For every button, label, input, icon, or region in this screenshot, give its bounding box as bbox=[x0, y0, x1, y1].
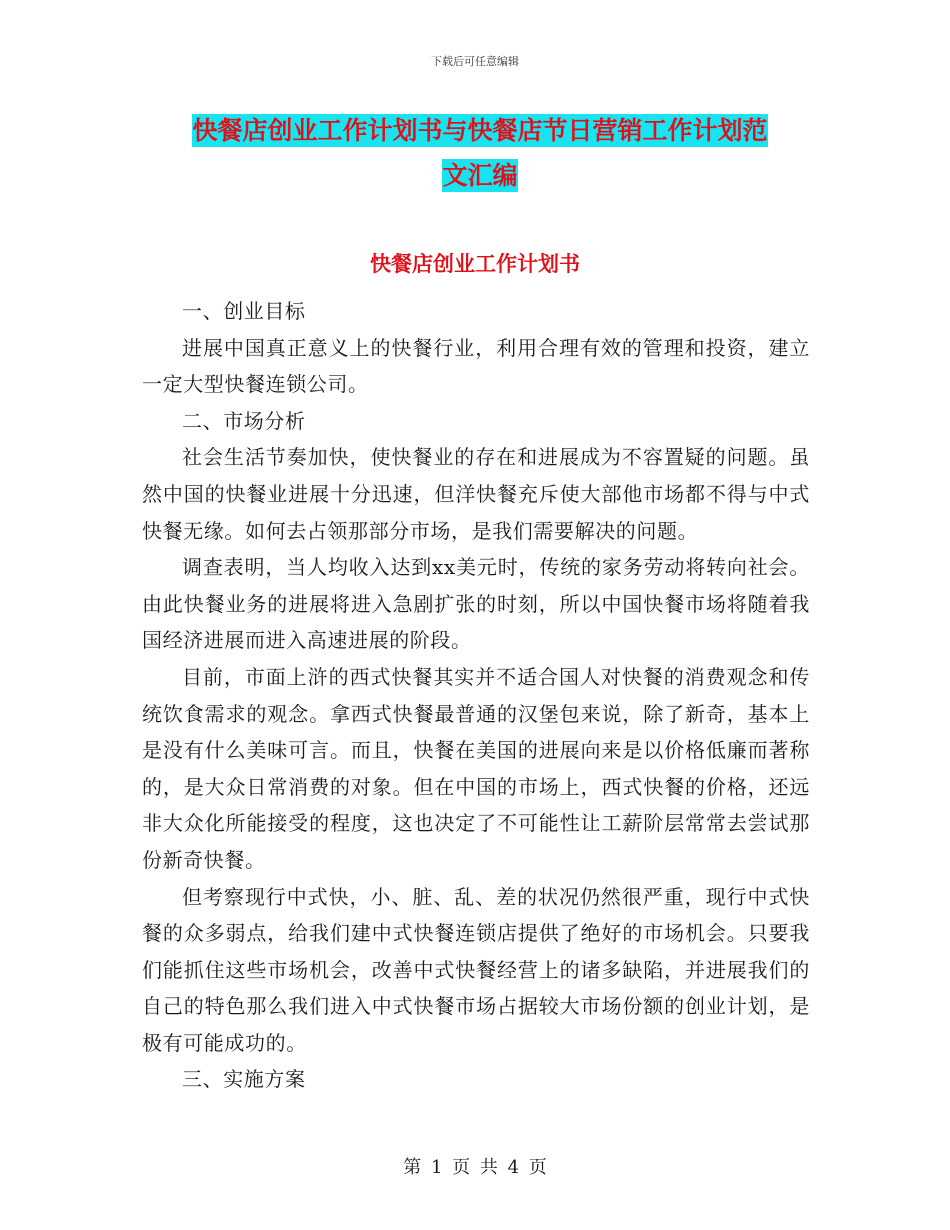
heading-goal: 一、创业目标 bbox=[182, 299, 306, 323]
paragraph: 社会生活节奏加快，使快餐业的存在和进展成为不容置疑的问题。虽然中国的快餐业进展十分迅速，但洋快餐充斥使大部他市场都不得与中式快餐无缘。如何去占领那部分市场，是我们需要解决的问题。 bbox=[142, 445, 810, 543]
heading-implementation: 三、实施方案 bbox=[182, 1067, 306, 1092]
page-number-footer: 第 1 页 共 4 页 bbox=[403, 1157, 547, 1178]
heading-market-analysis: 二、市场分析 bbox=[182, 408, 306, 433]
document-title-line-2: 文汇编 bbox=[442, 161, 518, 190]
section-title: 快餐店创业工作计划书 bbox=[370, 252, 580, 276]
document-title-line-1: 快餐店创业工作计划书与快餐店节日营销工作计划范 bbox=[192, 116, 768, 145]
document-body bbox=[142, 293, 810, 1098]
page-header-note: 下载后可任意编辑 bbox=[431, 55, 519, 68]
paragraph: 目前，市面上浒的西式快餐其实并不适合国人对快餐的消费观念和传统饮食需求的观念。拿西式快餐最普通的汉堡包来说，除了新奇，基本上是没有什么美味可言。而且，快餐在美国的进展向来是以价格低廉而著称的，是大众日常消费的对象。但在中国的市场上，西式快餐的价格，还远非大众化所能接受的程度，这也决定了不可能性让工薪阶层常常去尝试那份新奇快餐。 bbox=[142, 664, 810, 872]
paragraph: 调查表明，当人均收入达到xx美元时，传统的家务劳动将转向社会。由此快餐业务的进展将进入急剧扩张的时刻，所以中国快餐市场将随着我国经济进展而进入高速进展的阶段。 bbox=[142, 555, 810, 653]
document-title bbox=[140, 108, 820, 198]
paragraph: 进展中国真正意义上的快餐行业，利用合理有效的管理和投资，建立一定大型快餐连锁公司。 bbox=[142, 335, 810, 397]
paragraph: 但考察现行中式快，小、脏、乱、差的状况仍然很严重，现行中式快餐的众多弱点，给我们建中式快餐连锁店提供了绝好的市场机会。只要我们能抓住这些市场机会，改善中式快餐经营上的诸多缺陷，并进展我们的自己的特色那么我们进入中式快餐市场占据较大市场份额的创业计划，是极有可能成功的。 bbox=[142, 884, 810, 1055]
